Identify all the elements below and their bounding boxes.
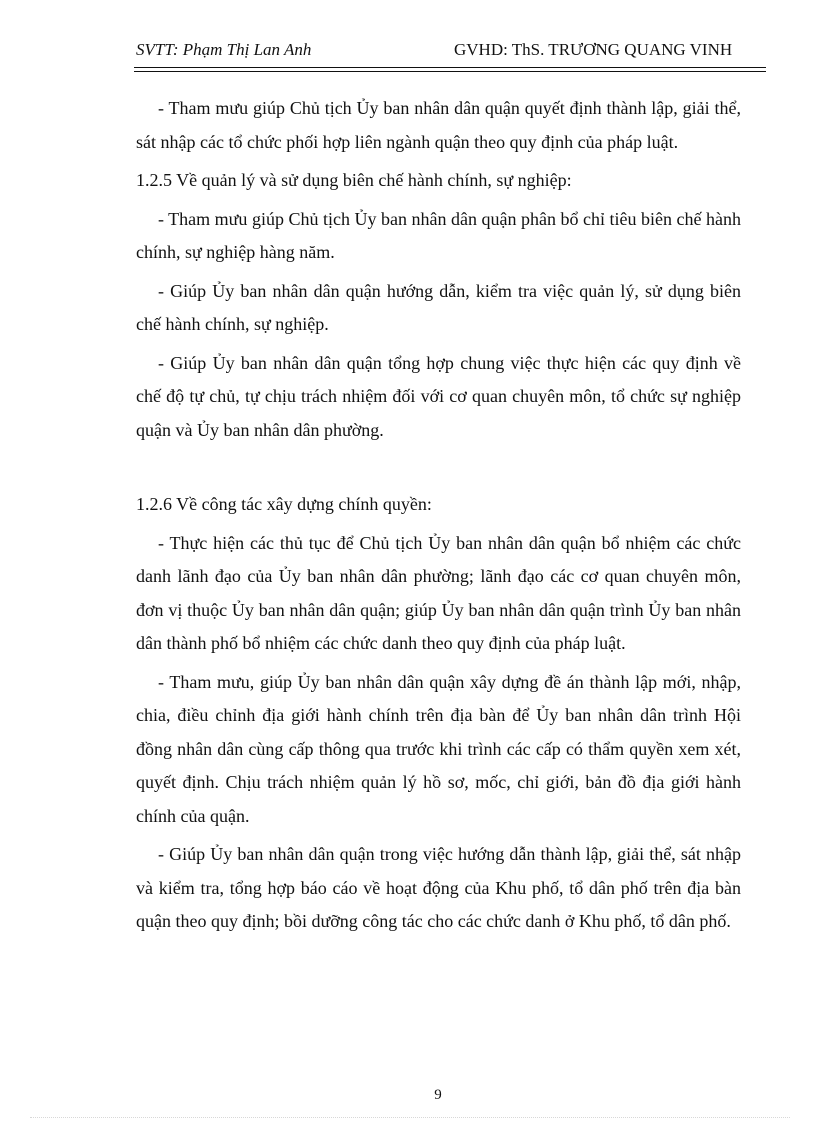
- footer-divider: [30, 1117, 790, 1118]
- paragraph: - Giúp Ủy ban nhân dân quận hướng dẫn, kiểm tra việc quản lý, sử dụng biên chế hành chính, sự nghiệp.: [136, 280, 741, 334]
- paragraph: - Tham mưu giúp Chủ tịch Ủy ban nhân dân quận quyết định thành lập, giải thể, sát nhập các tổ chức phối hợp liên ngành quận theo quy định của pháp luật.: [136, 98, 741, 152]
- paragraph: - Tham mưu, giúp Ủy ban nhân dân quận xây dựng đề án thành lập mới, nhập, chia, điều chỉnh địa giới hành chính trên địa bàn để Ủy ban nhân dân trình Hội đồng nhân dân cùng cấp thông qua trước khi trình các cấp có thẩm quyền xem xét, quyết định. Chịu trách nhiệm quản lý hồ sơ, mốc, chỉ giới, bản đồ địa giới hành chính của quận.: [136, 671, 741, 826]
- header-student: SVTT: Phạm Thị Lan Anh: [136, 40, 312, 59]
- page-number: 9: [434, 1087, 442, 1103]
- header-advisor: GVHD: ThS. TRƯƠNG QUANG VINH: [454, 40, 733, 59]
- paragraph: - Giúp Ủy ban nhân dân quận tổng hợp chung việc thực hiện các quy định về chế độ tự chủ, tự chịu trách nhiệm đối với cơ quan chuyên môn, tổ chức sự nghiệp quận và Ủy ban nhân dân phường.: [136, 352, 741, 440]
- paragraph: - Thực hiện các thủ tục để Chủ tịch Ủy ban nhân dân quận bổ nhiệm các chức danh lãnh đạo của Ủy ban nhân dân phường; lãnh đạo các cơ quan chuyên môn, đơn vị thuộc Ủy ban nhân dân quận; giúp Ủy ban nhân dân quận trình Ủy ban nhân dân thành phố bổ nhiệm các chức danh theo quy định của pháp luật.: [136, 532, 741, 653]
- paragraph: - Tham mưu giúp Chủ tịch Ủy ban nhân dân quận phân bổ chỉ tiêu biên chế hành chính, sự nghiệp hàng năm.: [136, 208, 741, 262]
- section-heading: 1.2.5 Về quản lý và sử dụng biên chế hành chính, sự nghiệp:: [136, 170, 572, 190]
- header-rule-thick: [134, 67, 766, 68]
- section-heading: 1.2.6 Về công tác xây dựng chính quyền:: [136, 494, 432, 514]
- page-header: [136, 40, 766, 64]
- page-body: [136, 92, 741, 944]
- blank-line: [136, 452, 741, 488]
- paragraph: - Giúp Ủy ban nhân dân quận trong việc hướng dẫn thành lập, giải thể, sát nhập và kiểm tra, tổng hợp báo cáo về hoạt động của Khu phố, tổ dân phố trên địa bàn quận theo quy định; bồi dưỡng công tác cho các chức danh ở Khu phố, tổ dân phố.: [136, 844, 741, 931]
- header-rule-thin: [134, 71, 766, 72]
